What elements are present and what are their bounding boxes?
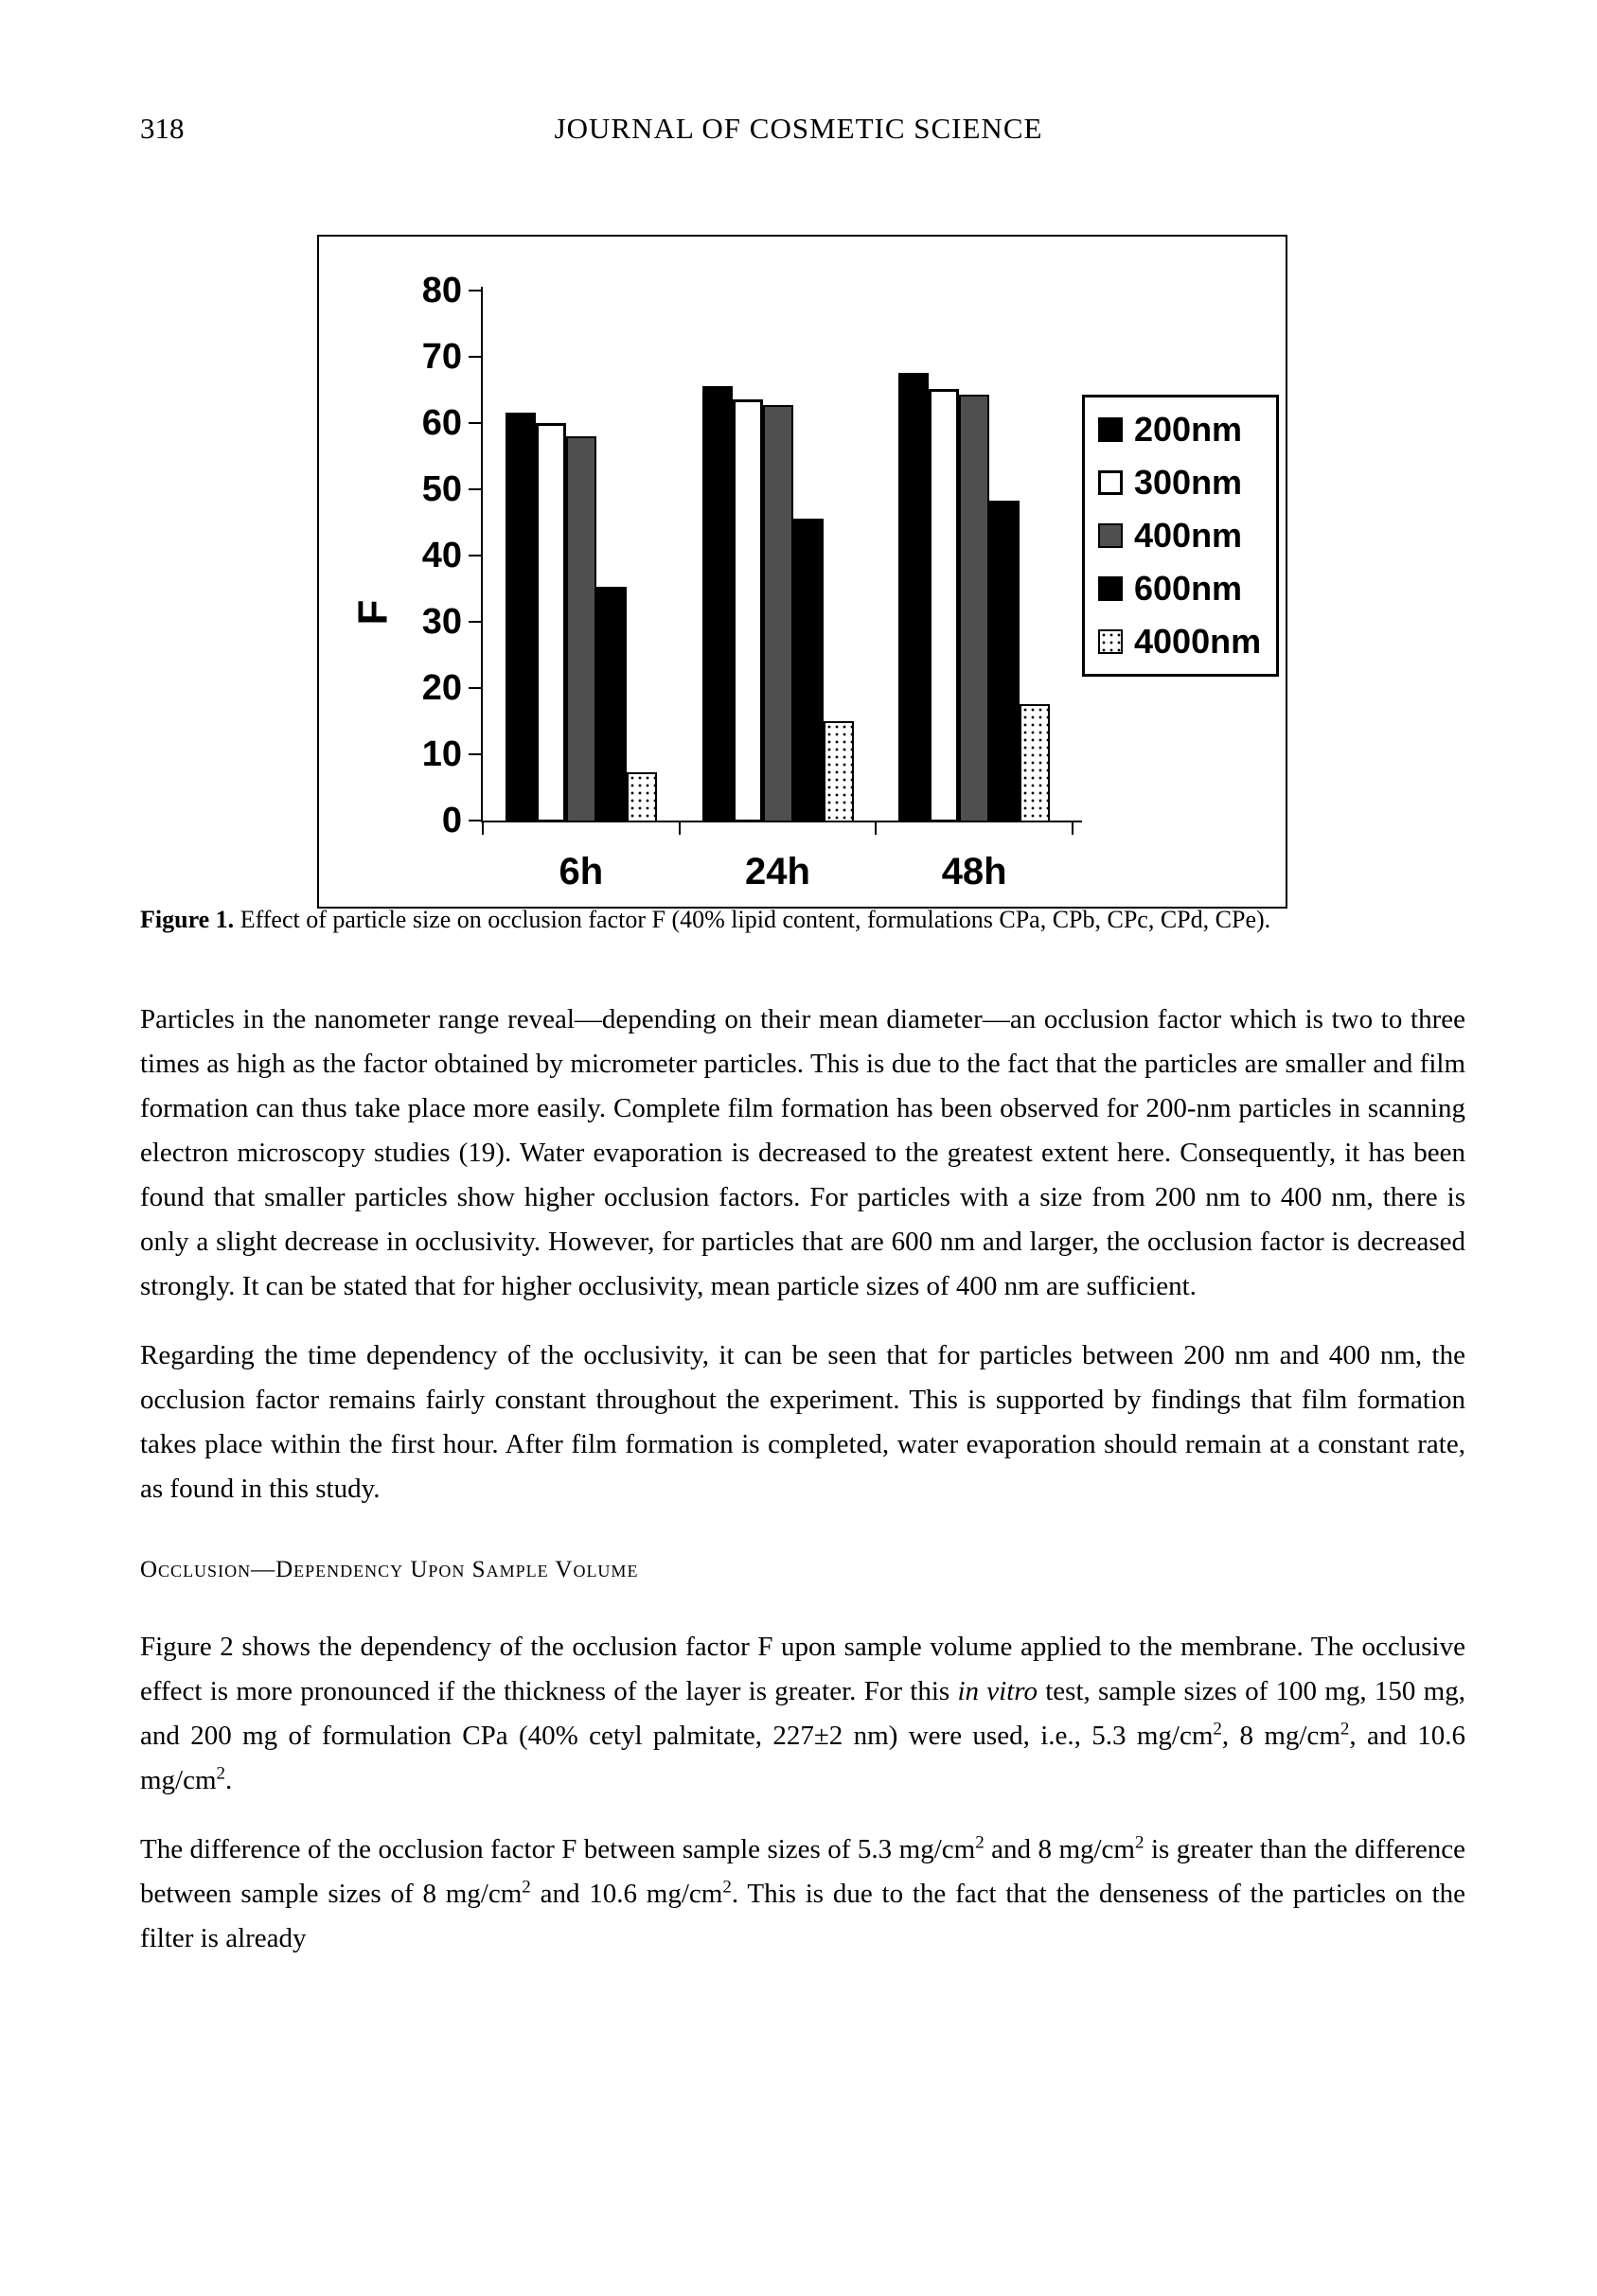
y-tick-mark <box>469 555 481 556</box>
legend-label-400nm: 400nm <box>1134 516 1243 555</box>
x-category-label: 48h <box>941 851 1007 892</box>
y-tick-mark <box>469 356 481 358</box>
legend-item-300nm <box>1098 463 1272 503</box>
bar-200nm-6h <box>506 413 536 822</box>
text-segment: . This is due to the fact that the denseness of the particles on the filter is already <box>140 1879 1465 1953</box>
y-tick-label: 40 <box>421 536 462 575</box>
bar-400nm-6h <box>566 436 596 822</box>
y-axis-title: F <box>349 599 397 626</box>
text-segment: 2 <box>1340 1719 1350 1740</box>
x-tick-mark <box>1072 822 1074 835</box>
y-tick-label: 50 <box>421 469 462 509</box>
y-tick-label: 20 <box>421 668 462 708</box>
legend-label-200nm: 200nm <box>1134 410 1243 449</box>
bar-4000nm-6h <box>627 772 657 822</box>
text-segment: Figure 2 shows the dependency of the occlusion factor F upon sample volume applied to the membrane. The occlusive effect is more pronounced if the thickness of the layer is greater. For this <box>140 1632 1465 1706</box>
bar-600nm-6h <box>596 587 627 822</box>
x-category-label: 6h <box>559 851 604 892</box>
legend-label-4000nm: 4000nm <box>1134 622 1262 661</box>
figure-caption-label: Figure 1. <box>140 906 235 933</box>
x-tick-mark <box>482 822 484 835</box>
bar-300nm-48h <box>929 389 959 822</box>
legend-item-600nm <box>1098 569 1272 609</box>
bar-200nm-48h <box>898 373 929 822</box>
y-tick-label: 70 <box>421 337 462 377</box>
legend-swatch-4000nm <box>1098 629 1123 654</box>
text-segment: and 10.6 mg/cm <box>530 1879 723 1909</box>
bar-300nm-24h <box>733 399 763 822</box>
bar-400nm-24h <box>763 405 793 822</box>
bar-600nm-24h <box>793 519 824 822</box>
legend-item-4000nm <box>1098 622 1272 662</box>
paragraph-particle-size: Particles in the nanometer range reveal—depending on their mean diameter—an occlusion factor which is two to three times as high as the factor obtained by micrometer particles. This is due to the fact that the particles are smaller and film formation can thus take place more easily. Complete film formation has been observed for 200-nm particles in scanning electron microscopy studies (19). Water evaporation is decreased to the greatest extent here. Consequently, it has been found that smaller particles show higher occlusion factors. For particles with a size from 200 nm to 400 nm, there is only a slight decrease in occlusivity. However, for particles that are 600 nm and larger, the occlusion factor is decreased strongly. It can be stated that for higher occlusivity, mean particle sizes of 400 nm are sufficient. <box>140 1004 1465 1301</box>
y-tick-mark <box>469 621 481 623</box>
text-segment: 2 <box>1135 1832 1145 1853</box>
text-segment: is greater than the difference between sample sizes of 8 mg/cm <box>140 1834 1465 1909</box>
x-tick-mark <box>875 822 877 835</box>
legend-item-200nm <box>1098 410 1272 450</box>
text-segment: 2 <box>722 1877 732 1898</box>
y-tick-mark <box>469 290 481 291</box>
y-tick-label: 10 <box>421 734 462 774</box>
text-segment: 2 <box>975 1832 985 1853</box>
text-segment: test, sample sizes of 100 mg, 150 mg, and 200 mg of formulation CPa (40% cetyl palmitate, 227±2 nm) were used, i.e., 5.3 mg/cm <box>140 1676 1465 1751</box>
x-tick-mark <box>679 822 681 835</box>
bar-400nm-48h <box>959 395 989 822</box>
y-tick-mark <box>469 753 481 755</box>
legend-swatch-600nm <box>1098 576 1123 601</box>
legend-swatch-200nm <box>1098 417 1123 442</box>
legend-label-600nm: 600nm <box>1134 569 1243 608</box>
bar-200nm-24h <box>702 386 733 822</box>
y-tick-mark <box>469 422 481 424</box>
text-segment: in vitro <box>957 1676 1038 1706</box>
text-segment: , 8 mg/cm <box>1221 1721 1340 1751</box>
bar-600nm-48h <box>989 501 1020 822</box>
chart-legend <box>1082 395 1279 677</box>
section-heading: Occlusion—Dependency Upon Sample Volume <box>140 1557 639 1582</box>
bar-4000nm-24h <box>824 721 854 822</box>
text-segment: The difference of the occlusion factor F between sample sizes of 5.3 mg/cm <box>140 1834 976 1864</box>
y-tick-mark <box>469 820 481 821</box>
text-segment: and 8 mg/cm <box>984 1834 1135 1864</box>
legend-swatch-400nm <box>1098 523 1123 548</box>
paragraph-sample-volume <box>140 1625 1465 1803</box>
y-tick-label: 30 <box>421 602 462 642</box>
journal-title: JOURNAL OF COSMETIC SCIENCE <box>554 112 1043 145</box>
text-segment: 2 <box>1213 1719 1222 1740</box>
paragraph-time-dependency: Regarding the time dependency of the occlusivity, it can be seen that for particles between 200 nm and 400 nm, the occlusion factor remains fairly constant throughout the experiment. This is supported by findings that film formation takes place within the first hour. After film formation is completed, water evaporation should remain at a constant rate, as found in this study. <box>140 1340 1465 1504</box>
page-number: 318 <box>140 112 185 145</box>
figure-caption <box>140 901 1465 939</box>
legend-item-400nm <box>1098 516 1272 556</box>
text-segment: 2 <box>216 1763 226 1784</box>
paragraph-occlusion-difference <box>140 1828 1465 1961</box>
legend-swatch-300nm <box>1098 470 1123 495</box>
y-tick-label: 80 <box>421 271 462 310</box>
y-tick-mark <box>469 687 481 689</box>
text-segment: . <box>225 1765 233 1795</box>
figure-1-bar-chart <box>317 235 1287 909</box>
x-category-label: 24h <box>745 851 810 892</box>
text-column <box>140 901 1465 1986</box>
text-segment: 2 <box>522 1877 531 1898</box>
figure-caption-text: Effect of particle size on occlusion factor F (40% lipid content, formulations CPa, CPb, CPc, CPd, CPe). <box>234 906 1271 933</box>
bar-300nm-6h <box>536 423 566 822</box>
y-tick-mark <box>469 488 481 490</box>
page-header <box>0 112 1597 153</box>
y-tick-label: 60 <box>421 403 462 443</box>
y-axis-line <box>481 287 483 822</box>
bar-4000nm-48h <box>1020 704 1050 822</box>
text-segment: , and 10.6 mg/cm <box>140 1721 1465 1795</box>
legend-label-300nm: 300nm <box>1134 463 1243 502</box>
y-tick-label: 0 <box>441 801 462 840</box>
